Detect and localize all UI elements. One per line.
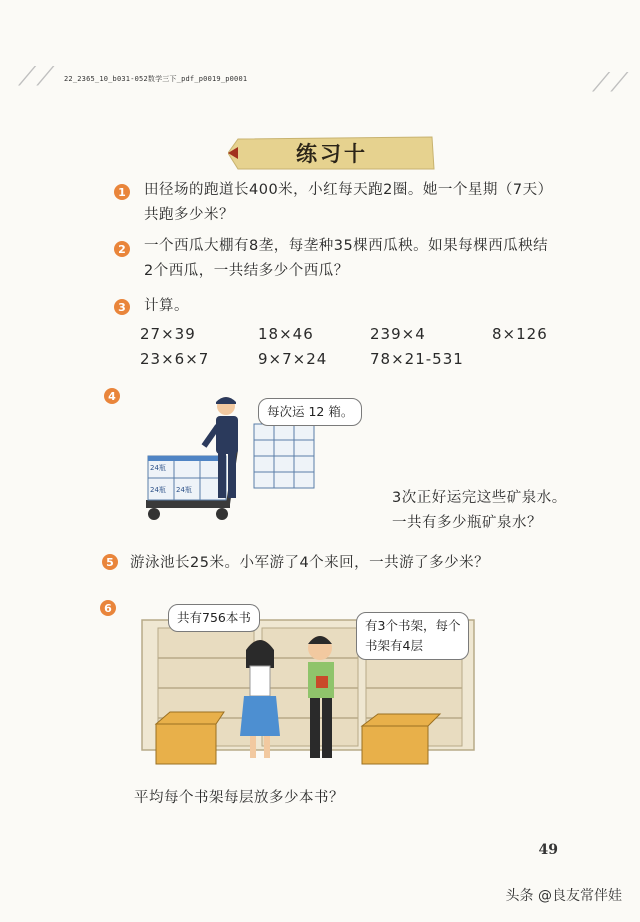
title-banner [228,135,436,171]
question-6: 平均每个书架每层放多少本书？ [134,790,344,806]
question-1-line-2: 共跑多少米？ [144,207,234,223]
question-4-line-1: 3次正好运完这些矿泉水。 [392,490,567,506]
calc-2-3: 78×21-531 [370,350,464,368]
margin-mark-right: ⟋⟋ [592,68,629,98]
question-2-line-1: 一个西瓜大棚有8垄，每垄种35棵西瓜秧。如果每棵西瓜秧结 [144,238,549,254]
calc-1-1: 27×39 [140,325,196,343]
calc-1-3: 239×4 [370,325,426,343]
speech-bubble-boy-line-1: 有3个书架，每个 [365,618,461,633]
box-label: 24瓶 [176,486,192,494]
page-number: 49 [538,842,558,858]
header-code: 22_2365_10_b031-052数学三下_pdf_p0019_p0001 [64,75,248,83]
calc-2-1: 23×6×7 [140,350,210,368]
speech-bubble-boy [356,612,469,660]
question-2 [144,234,548,284]
speech-bubble-worker: 每次运 12 箱。 [258,398,362,426]
margin-mark-left: ⟋⟋ [18,62,55,92]
question-number-2: 2 [114,241,130,257]
question-number-3: 3 [114,299,130,315]
question-3-label: 计算。 [144,298,189,314]
question-4 [392,486,567,536]
calc-2-2: 9×7×24 [258,350,328,368]
calc-1-4: 8×126 [492,325,548,343]
question-5: 游泳池长25米。小军游了4个来回，一共游了多少米？ [130,555,490,571]
calc-1-2: 18×46 [258,325,314,343]
watermark: 头条 @良友常伴娃 [505,888,622,904]
question-1-line-1: 田径场的跑道长400米，小红每天跑2圈。她一个星期（7天） [144,182,553,198]
question-number-5: 5 [102,554,118,570]
question-number-4: 4 [104,388,120,404]
question-1 [144,178,553,228]
page-title: 练习十 [296,142,368,166]
box-label: 24瓶 [150,464,166,472]
question-2-line-2: 2个西瓜，一共结多少个西瓜？ [144,263,349,279]
box-label: 24瓶 [150,486,166,494]
speech-bubble-boy-line-2: 书架有4层 [365,638,423,653]
question-number-1: 1 [114,184,130,200]
question-number-6: 6 [100,600,116,616]
speech-bubble-girl: 共有756本书 [168,604,260,632]
question-4-line-2: 一共有多少瓶矿泉水？ [392,515,542,531]
